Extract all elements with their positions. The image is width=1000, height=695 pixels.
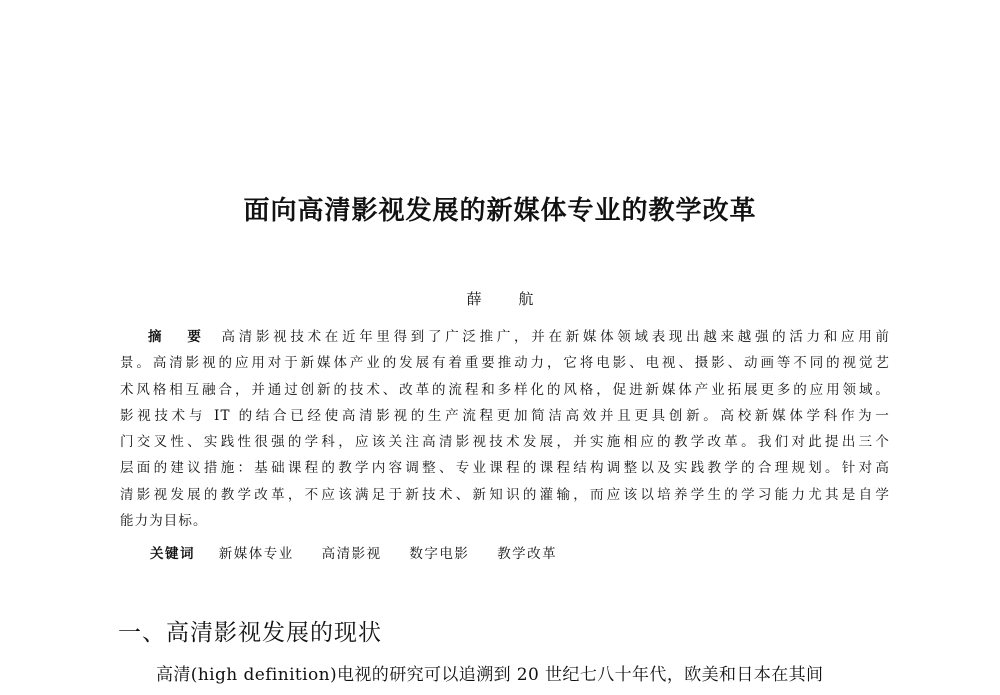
keyword: 教学改革 (497, 546, 558, 562)
abstract-line: 层面的建议措施：基础课程的教学内容调整、专业课程的课程结构调整以及实践教学的合理规划。针对高 (120, 460, 890, 477)
abstract (120, 324, 890, 534)
section-heading: 一、高清影视发展的现状 (118, 620, 382, 646)
author-name: 薛 航 (466, 290, 550, 308)
paper-title: 面向高清影视发展的新媒体专业的教学改革 (243, 196, 757, 226)
abstract-line: 影视技术与 IT 的结合已经使高清影视的生产流程更加简洁高效并且更具创新。高校新媒体学科作为一 (120, 407, 890, 424)
body-paragraph (118, 659, 888, 691)
abstract-line: 景。高清影视的应用对于新媒体产业的发展有着重要推动力，它将电影、电视、摄影、动画等不同的视觉艺 (120, 355, 890, 372)
keywords (150, 542, 579, 562)
abstract-text: 高清影视技术在近年里得到了广泛推广，并在新媒体领域表现出越来越强的活力和应用前 (221, 329, 890, 345)
abstract-line: 术风格相互融合，并通过创新的技术、改革的流程和多样化的风格，促进新媒体产业拓展更多的应用领域。 (120, 381, 890, 398)
keyword: 数字电影 (409, 546, 470, 562)
abstract-line: 清影视发展的教学改革，不应该满足于新技术、新知识的灌输，而应该以培养学生的学习能力尤其是自学 (120, 486, 890, 503)
abstract-label: 摘 要 (148, 329, 212, 345)
abstract-line: 门交叉性、实践性很强的学科，应该关注高清影视技术发展，并实施相应的教学改革。我们对此提出三个 (120, 434, 890, 451)
keyword: 新媒体专业 (218, 546, 294, 562)
abstract-line (120, 324, 890, 350)
keywords-label: 关键词 (150, 546, 195, 562)
abstract-line: 能力为目标。 (120, 513, 208, 530)
body-line: 高清(high definition)电视的研究可以追溯到 20 世纪七八十年代，欧美和日本在其间 (156, 665, 824, 685)
keyword: 高清影视 (321, 546, 382, 562)
